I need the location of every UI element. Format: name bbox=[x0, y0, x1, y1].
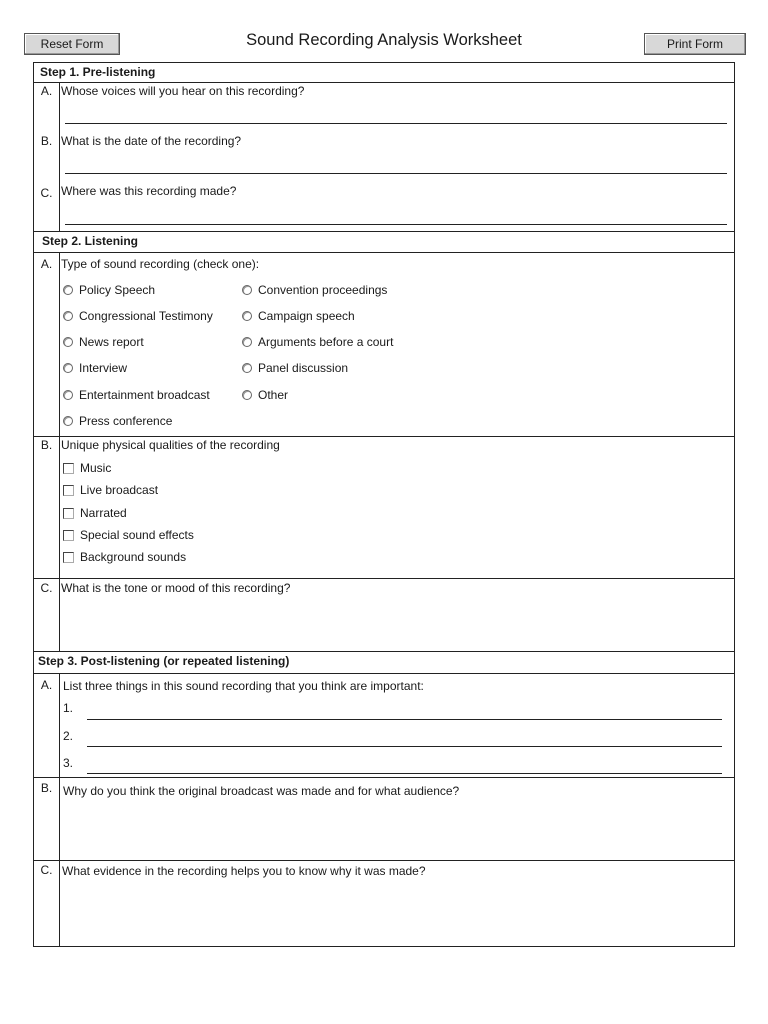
list-number: 2. bbox=[63, 729, 74, 743]
step2-heading: Step 2. Listening bbox=[42, 234, 139, 248]
row-divider bbox=[34, 651, 734, 652]
radio-icon[interactable] bbox=[63, 311, 73, 321]
step3-a-answer-line-3[interactable] bbox=[87, 773, 722, 774]
step1-a-question: Whose voices will you hear on this recording? bbox=[61, 84, 305, 98]
radio-panel-discussion[interactable]: Panel discussion bbox=[242, 361, 348, 375]
checkbox-icon[interactable] bbox=[63, 463, 74, 474]
checkbox-special-sound-effects[interactable]: Special sound effects bbox=[63, 528, 194, 542]
column-divider bbox=[59, 252, 60, 651]
step3-a-answer-line-2[interactable] bbox=[87, 746, 722, 747]
radio-icon[interactable] bbox=[63, 337, 73, 347]
radio-interview[interactable]: Interview bbox=[63, 361, 127, 375]
reset-form-button[interactable]: Reset Form bbox=[24, 33, 120, 55]
radio-news-report[interactable]: News report bbox=[63, 335, 144, 349]
radio-convention-proceedings[interactable]: Convention proceedings bbox=[242, 283, 387, 297]
radio-other[interactable]: Other bbox=[242, 388, 288, 402]
column-divider bbox=[59, 673, 60, 947]
row-divider bbox=[34, 82, 734, 83]
step1-b-answer-line[interactable] bbox=[65, 173, 727, 174]
step3-c-letter: C. bbox=[40, 863, 53, 877]
step1-heading: Step 1. Pre-listening bbox=[40, 65, 156, 79]
list-number: 1. bbox=[63, 701, 74, 715]
step2-b-question: Unique physical qualities of the recording bbox=[61, 438, 280, 452]
list-number: 3. bbox=[63, 756, 74, 770]
step2-c-question: What is the tone or mood of this recording? bbox=[61, 581, 291, 595]
step3-a-question: List three things in this sound recording that you think are important: bbox=[63, 679, 424, 693]
radio-icon[interactable] bbox=[242, 337, 252, 347]
radio-entertainment-broadcast[interactable]: Entertainment broadcast bbox=[63, 388, 210, 402]
radio-icon[interactable] bbox=[63, 390, 73, 400]
row-divider bbox=[34, 860, 734, 861]
checkbox-music[interactable]: Music bbox=[63, 461, 111, 475]
radio-icon[interactable] bbox=[63, 363, 73, 373]
radio-policy-speech[interactable]: Policy Speech bbox=[63, 283, 155, 297]
radio-arguments-before-court[interactable]: Arguments before a court bbox=[242, 335, 393, 349]
checkbox-icon[interactable] bbox=[63, 552, 74, 563]
column-divider bbox=[59, 82, 60, 231]
radio-icon[interactable] bbox=[242, 285, 252, 295]
checkbox-background-sounds[interactable]: Background sounds bbox=[63, 550, 186, 564]
step3-heading: Step 3. Post-listening (or repeated listening) bbox=[38, 654, 290, 668]
radio-icon[interactable] bbox=[63, 285, 73, 295]
radio-icon[interactable] bbox=[242, 390, 252, 400]
step3-b-letter: B. bbox=[40, 781, 53, 795]
checkbox-icon[interactable] bbox=[63, 530, 74, 541]
radio-congressional-testimony[interactable]: Congressional Testimony bbox=[63, 309, 213, 323]
checkbox-icon[interactable] bbox=[63, 508, 74, 519]
row-divider bbox=[34, 436, 734, 437]
step3-c-question: What evidence in the recording helps you to know why it was made? bbox=[62, 864, 426, 878]
print-form-button[interactable]: Print Form bbox=[644, 33, 746, 55]
step1-a-letter: A. bbox=[40, 84, 53, 98]
step3-a-answer-line-1[interactable] bbox=[87, 719, 722, 720]
step3-b-question: Why do you think the original broadcast was made and for what audience? bbox=[63, 784, 460, 798]
step1-c-letter: C. bbox=[40, 186, 53, 200]
checkbox-live-broadcast[interactable]: Live broadcast bbox=[63, 483, 158, 497]
page-title: Sound Recording Analysis Worksheet bbox=[246, 31, 522, 49]
radio-icon[interactable] bbox=[242, 311, 252, 321]
step2-b-letter: B. bbox=[40, 438, 53, 452]
step2-a-letter: A. bbox=[40, 257, 53, 271]
radio-icon[interactable] bbox=[242, 363, 252, 373]
step1-a-answer-line[interactable] bbox=[65, 123, 727, 124]
step2-a-question: Type of sound recording (check one): bbox=[61, 257, 260, 271]
row-divider bbox=[34, 673, 734, 674]
radio-icon[interactable] bbox=[63, 416, 73, 426]
row-divider bbox=[34, 578, 734, 579]
step1-c-answer-line[interactable] bbox=[65, 224, 727, 225]
step3-a-letter: A. bbox=[40, 678, 53, 692]
radio-press-conference[interactable]: Press conference bbox=[63, 414, 172, 428]
worksheet-frame bbox=[33, 62, 735, 947]
row-divider bbox=[34, 252, 734, 253]
step1-b-letter: B. bbox=[40, 134, 53, 148]
row-divider bbox=[34, 777, 734, 778]
step1-b-question: What is the date of the recording? bbox=[61, 134, 242, 148]
step2-c-letter: C. bbox=[40, 581, 53, 595]
checkbox-narrated[interactable]: Narrated bbox=[63, 506, 127, 520]
checkbox-icon[interactable] bbox=[63, 485, 74, 496]
step1-c-question: Where was this recording made? bbox=[61, 184, 237, 198]
row-divider bbox=[34, 231, 734, 232]
radio-campaign-speech[interactable]: Campaign speech bbox=[242, 309, 355, 323]
